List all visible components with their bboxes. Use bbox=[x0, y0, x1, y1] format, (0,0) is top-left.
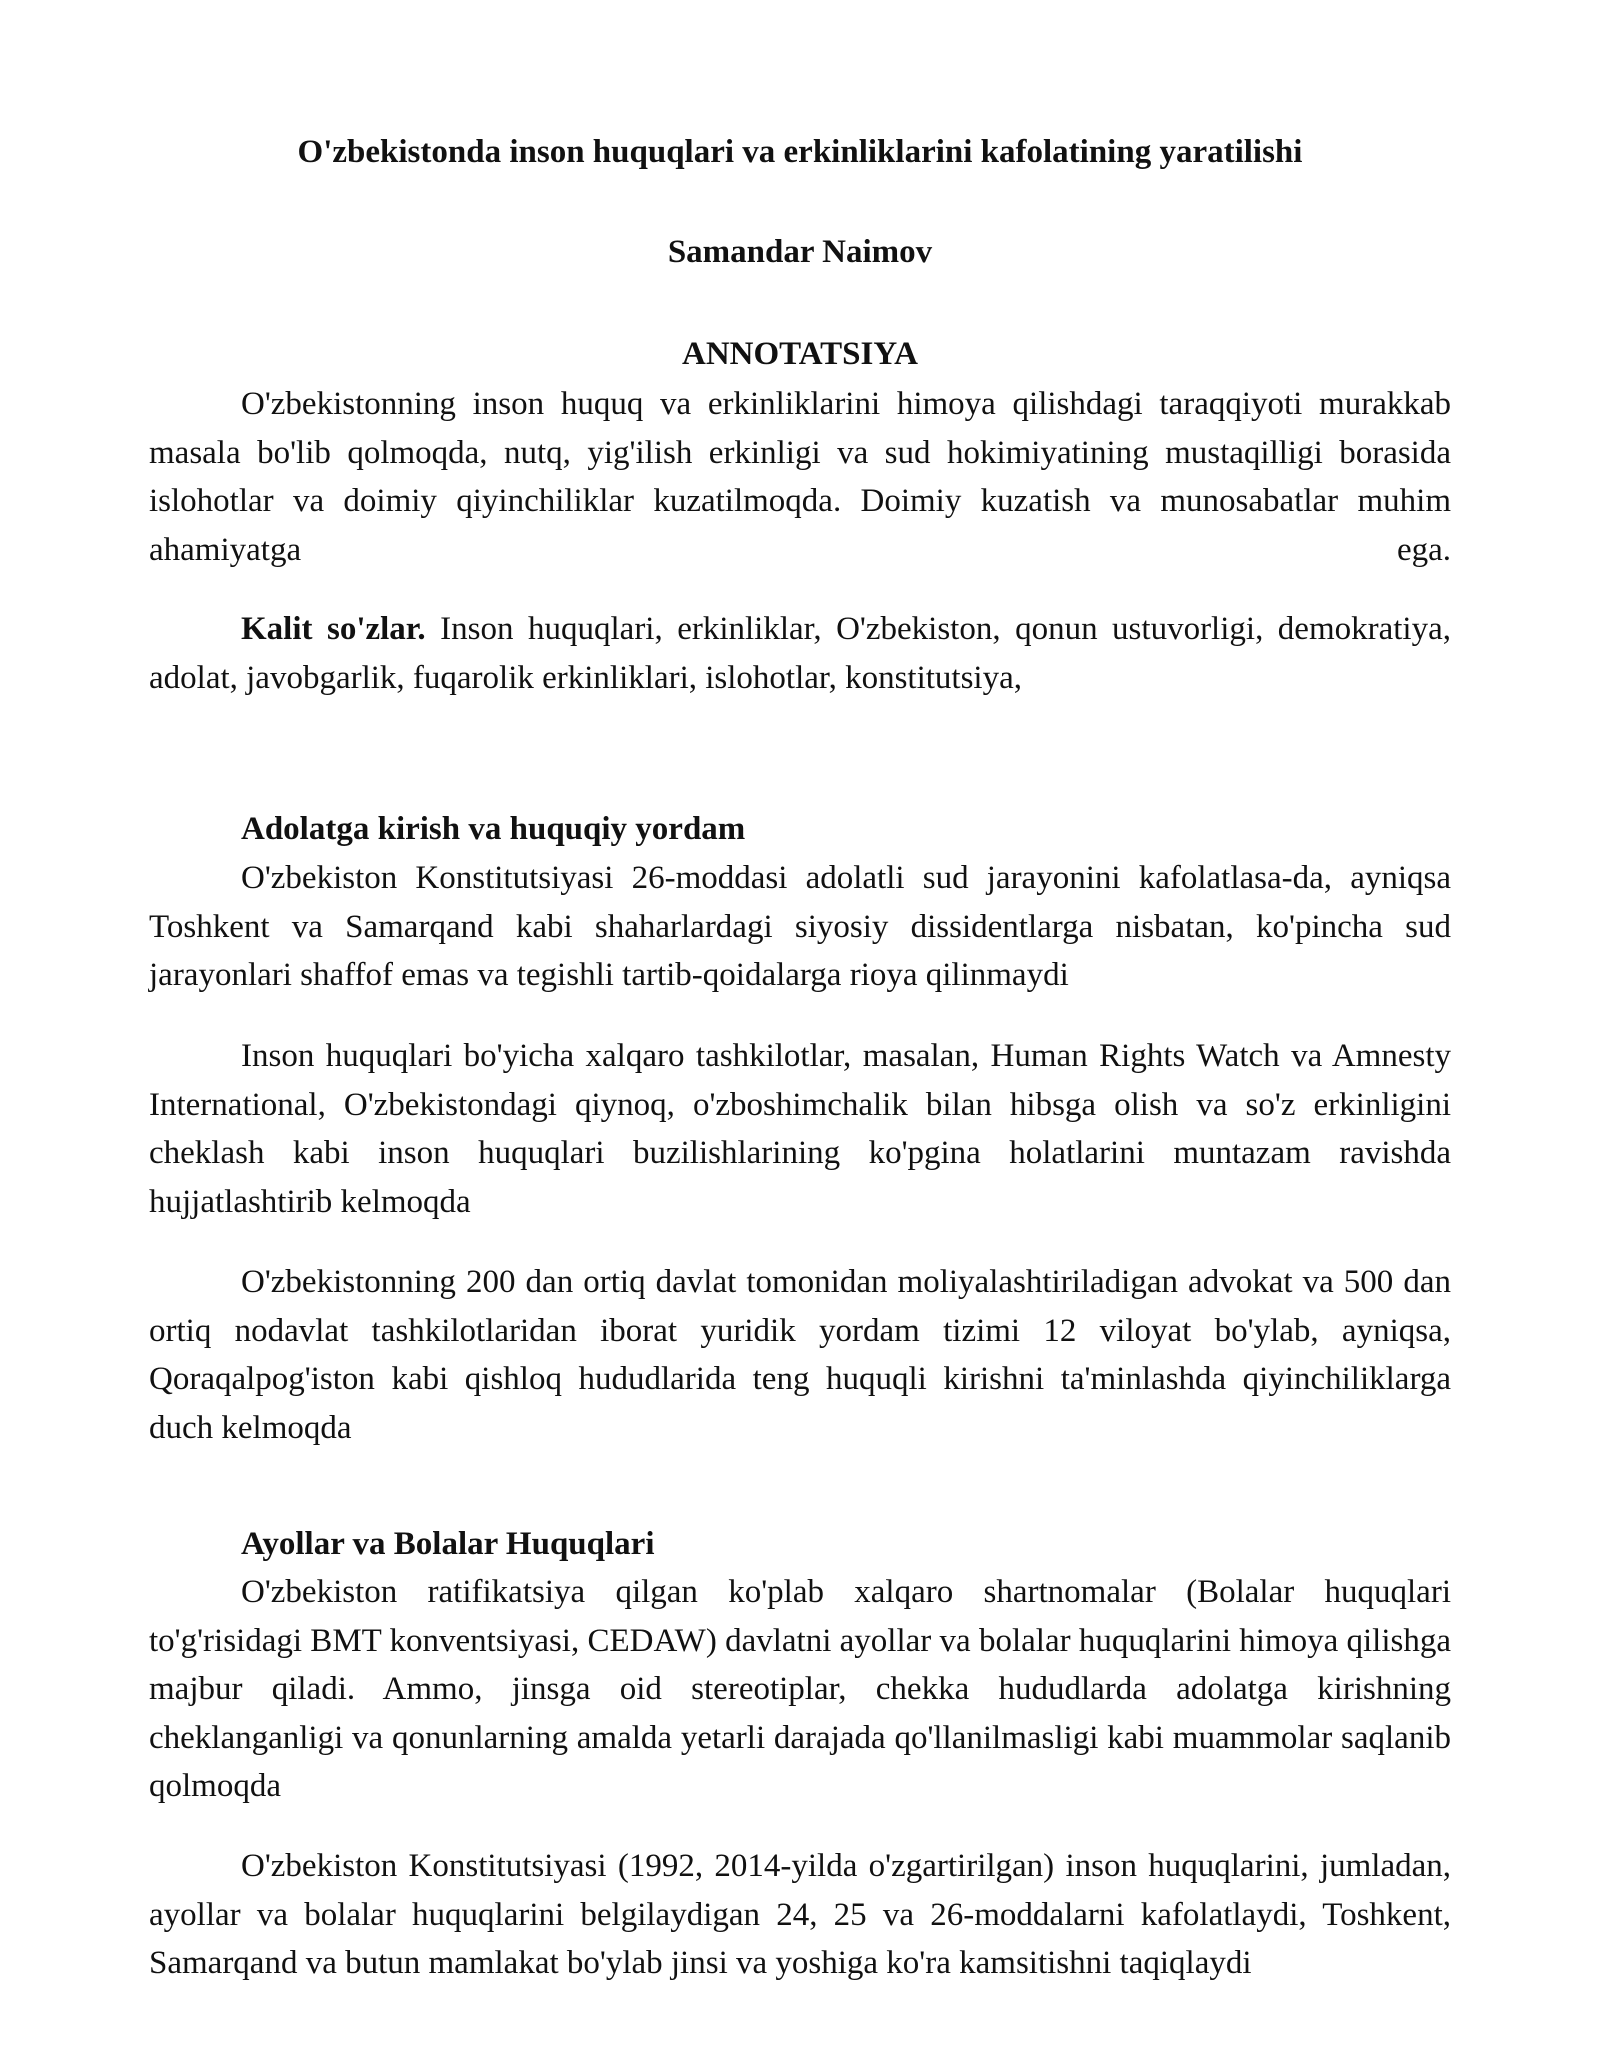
paper-title: O'zbekistonda inson huquqlari va erkinliklarini kafolatining yaratilishi bbox=[297, 134, 1303, 170]
section-1-paragraph-3: O'zbekistonning 200 dan ortiq davlat tomonidan moliyalashtiriladigan advokat va 500 dan ortiq nodavlat tashkilotlaridan iborat yuridik yordam tizimi 12 viloyat bo'ylab, ayniqsa, Qoraqalpog'iston kabi qishloq hududlarida teng huquqli kirishni ta'minlashda qiyinchiliklarga duch kelmoqda bbox=[149, 1264, 1451, 1446]
annotation-heading: ANNOTATSIYA bbox=[682, 336, 918, 372]
section-1-paragraph-1: O'zbekiston Konstitutsiyasi 26-moddasi adolatli sud jarayonini kafolatlasa-da, ayniqsa Toshkent va Samarqand kabi shaharlardagi siyosiy dissidentlarga nisbatan, ko'pincha sud jarayonlari shaffof emas va tegishli tartib-qoidalarga rioya qilinmaydi bbox=[149, 860, 1451, 993]
keywords-label: Kalit so'zlar. bbox=[241, 611, 426, 647]
author-name: Samandar Naimov bbox=[667, 234, 933, 270]
annotation-paragraph: O'zbekistonning inson huquq va erkinliklarini himoya qilishdagi taraqqiyoti murakkab masala bo'lib qolmoqda, nutq, yig'ilish erkinligi va sud hokimiyatining mustaqilligi borasida islohotlar va doimiy qiyinchiliklar kuzatilmoqda. Doimiy kuzatish va munosabatlar muhim ahamiyatga ega. bbox=[149, 386, 1451, 568]
keywords-paragraph bbox=[149, 605, 1451, 702]
section-heading-access-to-justice: Adolatga kirish va huquqiy yordam bbox=[241, 811, 746, 847]
keywords-text: Inson huquqlari, erkinliklar, O'zbekiston, qonun ustuvorligi, demokratiya, adolat, javobgarlik, fuqarolik erkinliklari, islohotlar, konstitutsiya, bbox=[149, 611, 1451, 696]
section-2-paragraph-1: O'zbekiston ratifikatsiya qilgan ko'plab xalqaro shartnomalar (Bolalar huquqlari to'g'risidagi BMT konventsiyasi, CEDAW) davlatni ayollar va bolalar huquqlarini himoya qilishga majbur qiladi. Ammo, jinsga oid stereotiplar, chekka hududlarda adolatga kirishning cheklanganligi va qonunlarning amalda yetarli darajada qo'llanilmasligi kabi muammolar saqlanib qolmoqda bbox=[149, 1574, 1451, 1804]
section-heading-women-children-rights: Ayollar va Bolalar Huquqlari bbox=[241, 1526, 655, 1562]
section-2-paragraph-2: O'zbekiston Konstitutsiyasi (1992, 2014-yilda o'zgartirilgan) inson huquqlarini, jumladan, ayollar va bolalar huquqlarini belgilaydigan 24, 25 va 26-moddalarni kafolatlaydi, Toshkent, Samarqand va butun mamlakat bo'ylab jinsi va yoshiga ko'ra kamsitishni taqiqlaydi bbox=[149, 1848, 1451, 1981]
section-1-paragraph-2: Inson huquqlari bo'yicha xalqaro tashkilotlar, masalan, Human Rights Watch va Amnesty International, O'zbekistondagi qiynoq, o'zboshimchalik bilan hibsga olish va so'z erkinligini cheklash kabi inson huquqlari buzilishlarining ko'pgina holatlarini muntazam ravishda hujjatlashtirib kelmoqda bbox=[149, 1038, 1451, 1220]
